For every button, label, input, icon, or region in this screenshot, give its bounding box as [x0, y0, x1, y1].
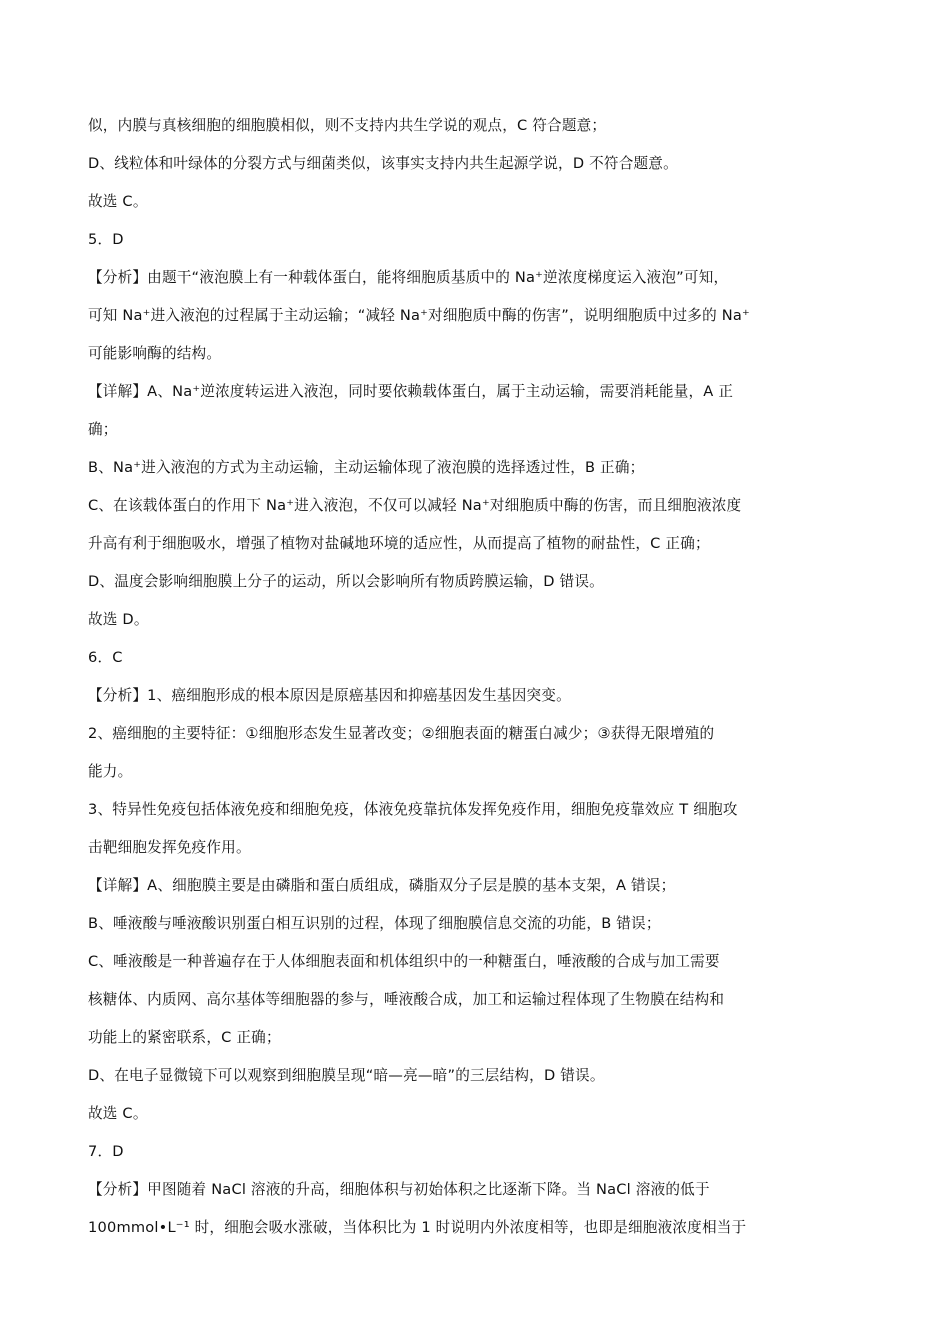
question-number: 5．D	[88, 231, 124, 248]
text-line: D、在电子显微镜下可以观察到细胞膜呈现“暗—亮—暗”的三层结构，D 错误。	[88, 1067, 605, 1084]
text-line: 3、特异性免疫包括体液免疫和细胞免疫，体液免疫靠抗体发挥免疫作用，细胞免疫靠效应 T 细胞攻	[88, 801, 738, 818]
text-line: B、唾液酸与唾液酸识别蛋白相互识别的过程，体现了细胞膜信息交流的功能，B 错误；	[88, 915, 661, 932]
text-line: B、Na⁺进入液泡的方式为主动运输，主动运输体现了液泡膜的选择透过性，B 正确；	[88, 459, 645, 476]
text-line: C、在该载体蛋白的作用下 Na⁺进入液泡，不仅可以减轻 Na⁺对细胞质中酶的伤害，而且细胞液浓度	[88, 497, 742, 514]
text-line: 【详解】A、细胞膜主要是由磷脂和蛋白质组成，磷脂双分子层是膜的基本支架，A 错误；	[88, 877, 676, 894]
text-line: D、线粒体和叶绿体的分裂方式与细菌类似，该事实支持内共生起源学说，D 不符合题意。	[88, 155, 678, 172]
text-line: 故选 C。	[88, 193, 148, 210]
text-line: 【分析】甲图随着 NaCl 溶液的升高，细胞体积与初始体积之比逐渐下降。当 NaCl 溶液的低于	[88, 1181, 710, 1198]
text-line: 100mmol•L⁻¹ 时，细胞会吸水涨破，当体积比为 1 时说明内外浓度相等，也即是细胞液浓度相当于	[88, 1219, 747, 1236]
text-line: C、唾液酸是一种普遍存在于人体细胞表面和机体组织中的一种糖蛋白，唾液酸的合成与加工需要	[88, 953, 720, 970]
text-line: 核糖体、内质网、高尔基体等细胞器的参与，唾液酸合成，加工和运输过程体现了生物膜在结构和	[88, 991, 725, 1008]
text-line: 功能上的紧密联系，C 正确；	[88, 1029, 281, 1046]
text-line: 【分析】1、癌细胞形成的根本原因是原癌基因和抑癌基因发生基因突变。	[88, 687, 571, 704]
text-line: 2、癌细胞的主要特征：①细胞形态发生显著改变；②细胞表面的糖蛋白减少；③获得无限增殖的	[88, 725, 715, 742]
text-line: 升高有利于细胞吸水，增强了植物对盐碱地环境的适应性，从而提高了植物的耐盐性，C 正确；	[88, 535, 710, 552]
text-line: 似，内膜与真核细胞的细胞膜相似，则不支持内共生学说的观点，C 符合题意；	[88, 117, 607, 134]
text-line: 【分析】由题干“液泡膜上有一种载体蛋白，能将细胞质基质中的 Na⁺逆浓度梯度运入液泡”可知，	[88, 269, 729, 286]
question-number: 7．D	[88, 1143, 124, 1160]
text-line: 故选 C。	[88, 1105, 148, 1122]
text-line: 可能影响酶的结构。	[88, 345, 222, 362]
text-line: D、温度会影响细胞膜上分子的运动，所以会影响所有物质跨膜运输，D 错误。	[88, 573, 604, 590]
text-line: 击靶细胞发挥免疫作用。	[88, 839, 251, 856]
text-line: 可知 Na⁺进入液泡的过程属于主动运输；“减轻 Na⁺对细胞质中酶的伤害”，说明细胞质中过多的 Na⁺	[88, 307, 750, 324]
text-line: 能力。	[88, 763, 133, 780]
question-number: 6．C	[88, 649, 123, 666]
text-line: 确；	[88, 421, 118, 438]
text-line: 故选 D。	[88, 611, 149, 628]
text-line: 【详解】A、Na⁺逆浓度转运进入液泡，同时要依赖载体蛋白，属于主动运输，需要消耗能量，A 正	[88, 383, 734, 400]
